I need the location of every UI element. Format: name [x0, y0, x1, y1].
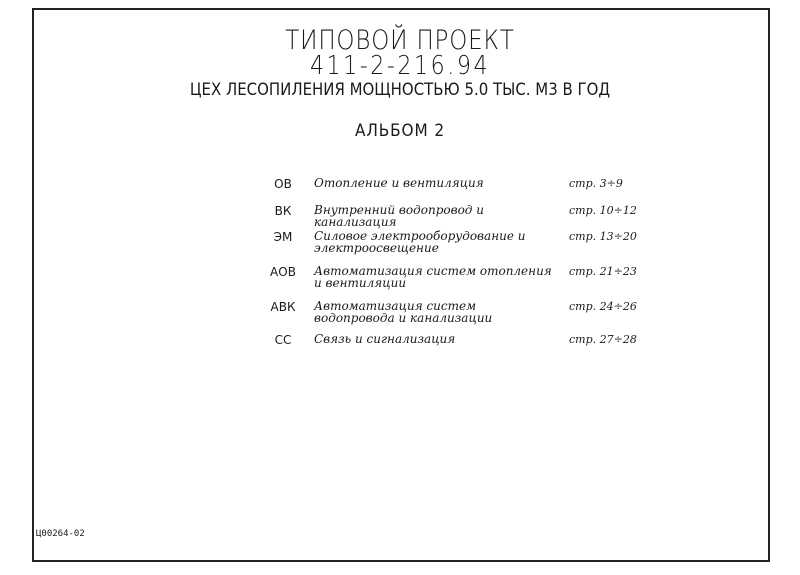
section-row-ss — [0, 333, 800, 365]
project-subtitle: ЦЕХ ЛЕСОПИЛЕНИЯ МОЩНОСТЬЮ 5.0 ТЫС. М3 В ГОД — [189, 80, 611, 100]
section-code: ОВ — [274, 177, 292, 191]
section-description: Автоматизация систем водопровода и канализации — [314, 299, 493, 325]
section-code: ВК — [274, 204, 292, 218]
section-code: СС — [274, 333, 292, 347]
section-pages: стр. 10÷12 — [569, 204, 637, 217]
document-stamp: Ц00264-02 — [36, 529, 85, 539]
section-code: АВК — [270, 300, 296, 314]
document-title: ТИПОВОЙ ПРОЕКТ — [285, 25, 515, 56]
section-row-aov — [0, 265, 800, 297]
section-description: Внутренний водопровод и канализация — [314, 203, 484, 229]
section-row-avk — [0, 300, 800, 332]
section-code: ЭМ — [273, 230, 293, 244]
project-number: 411-2-216.94 — [309, 51, 491, 81]
section-description: Связь и сигнализация — [314, 332, 456, 346]
section-pages: стр. 24÷26 — [569, 300, 637, 313]
section-pages: стр. 21÷23 — [569, 265, 637, 278]
album-label: АЛЬБОМ 2 — [354, 121, 445, 141]
section-code: АОВ — [270, 265, 296, 279]
section-description: Автоматизация систем отопления и вентиляции — [314, 264, 552, 290]
section-row-em — [0, 230, 800, 262]
section-description: Силовое электрооборудование и электроосвещение — [314, 229, 526, 255]
section-pages: стр. 3÷9 — [569, 177, 623, 190]
section-description: Отопление и вентиляция — [314, 176, 484, 190]
section-pages: стр. 13÷20 — [569, 230, 637, 243]
section-pages: стр. 27÷28 — [569, 333, 637, 346]
